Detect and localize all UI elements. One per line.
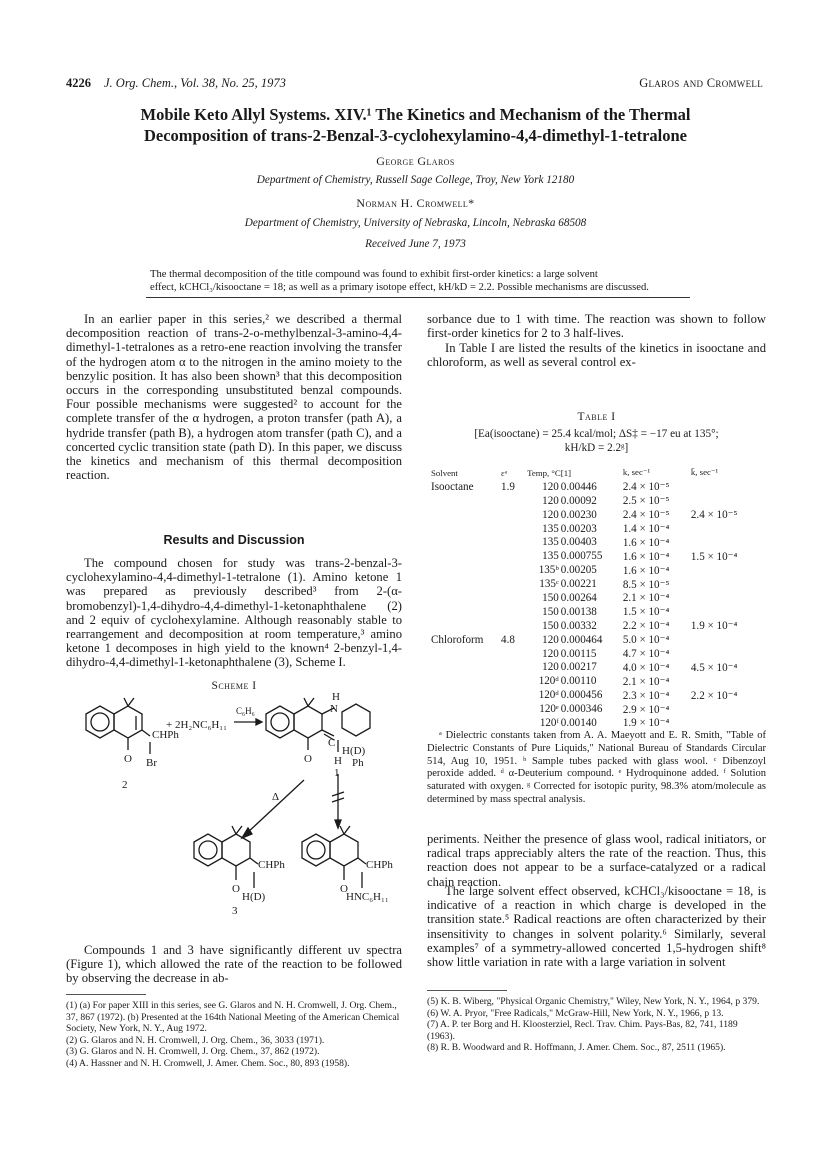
label-compound-3: 3 (232, 905, 238, 917)
cell-epsilon (501, 674, 527, 688)
cell-conc: 0.00115 (560, 647, 597, 660)
header-temp: Temp, °C (527, 467, 561, 478)
cell-temp: 135 (542, 550, 559, 563)
benzene-ring-3b (302, 834, 330, 866)
section-heading: Results and Discussion (163, 533, 305, 547)
cell-conc: 0.00203 (560, 522, 597, 535)
right-paragraph-3: periments. Neither the presence of glass wool, radical initiators, or radical traps appreciably alters the rate of the reaction. Thus, this reaction does not appear to be a surface-catalyzed or a radical chain reaction. (427, 832, 766, 889)
cell-k: 2.2 × 10⁻⁴ (622, 620, 670, 633)
benzene-ring-1 (266, 706, 294, 738)
cell-epsilon (501, 647, 527, 661)
table-row (431, 688, 771, 702)
cell-kavg (691, 494, 771, 508)
cell-temp: 120 (542, 494, 559, 507)
label-chph-3b: CHPh (366, 859, 393, 871)
methyl-8 (344, 826, 350, 834)
table-caption-2: kH/kD = 2.2ᵍ] (564, 442, 629, 454)
cell-conc: 0.00264 (560, 591, 597, 604)
cell-temp: 135ᵇ (538, 564, 559, 577)
cell-epsilon (501, 619, 527, 633)
cell-epsilon (501, 508, 527, 522)
cell-temp: 120 (542, 647, 559, 660)
label-br: Br (146, 757, 157, 769)
cell-solvent (431, 674, 501, 688)
cell-kavg (691, 716, 771, 730)
methyl-7 (340, 826, 344, 834)
cell-conc: 0.00092 (560, 494, 597, 507)
right-paragraph-4: The large solvent effect observed, kCHCl₃/kisooctane = 18, is indicative of a reaction in which charge is developed in the transition state.⁵ Radical reactions are often characterized by their insensitivity to changes in solvent polarity.⁶ Similarly, several examples⁷ of a symmetry-allowed concerted 1,5-hydrogen shift⁸ show little variation in rate with a large variation in solvent (427, 884, 766, 970)
reaction-scheme (66, 692, 402, 932)
table-row (431, 549, 771, 563)
cell-temp: 150 (542, 619, 559, 632)
label-hd-3a: H(D) (242, 891, 266, 903)
table-row (431, 619, 771, 633)
cell-temp: 135 (542, 536, 559, 549)
methyl-6 (236, 826, 242, 834)
cell-epsilon: 4.8 (501, 633, 515, 646)
footnote-1: (1) (a) For paper XIII in this series, see G. Glaros and N. H. Cromwell, J. Org. Chem., 37, 867 (1972). (b) Presented at the 164th National Meeting of the American Chemical Society, New York, N. Y., Aug 1972. (66, 1000, 400, 1035)
cell-solvent (431, 563, 501, 577)
author-2: Norman H. Cromwell* (356, 196, 475, 210)
cell-kavg (691, 647, 771, 661)
label-compound-1: 1 (334, 767, 340, 779)
cell-temp: 135ᶜ (539, 578, 559, 591)
table-row (431, 605, 771, 619)
table-title: Table I (577, 411, 616, 423)
ring-3a (222, 834, 250, 866)
footnote-rule-left (66, 994, 146, 995)
cell-epsilon (501, 577, 527, 591)
aromatic-circle-3b (307, 841, 325, 859)
footnotes-right (427, 996, 766, 1054)
label-delta: Δ (272, 791, 280, 803)
table-body (431, 480, 771, 730)
cell-temp: 150 (542, 591, 559, 604)
kinetics-table (431, 466, 771, 730)
label-nhc6h11: HNC₆H₁₁ (346, 891, 389, 903)
affiliation-2: Department of Chemistry, University of Nebraska, Lincoln, Nebraska 68508 (244, 217, 587, 229)
cell-epsilon (501, 702, 527, 716)
cell-solvent (431, 577, 501, 591)
cell-conc: 0.00110 (560, 675, 597, 688)
methyl-5 (232, 826, 236, 834)
cell-kavg: 4.5 × 10⁻⁴ (690, 661, 738, 674)
cell-solvent (431, 716, 501, 730)
abstract-line-1: The thermal decomposition of the title compound was found to exhibit first-order kinetics: a large solvent (150, 269, 598, 280)
cell-kavg (691, 633, 771, 647)
cell-k: 2.1 × 10⁻⁴ (622, 675, 670, 688)
cell-epsilon (501, 688, 527, 702)
cell-solvent (431, 702, 501, 716)
table-row (431, 647, 771, 661)
cell-solvent (431, 591, 501, 605)
label-hd-1: H(D) (342, 745, 366, 757)
cell-solvent (431, 688, 501, 702)
cell-temp: 135 (542, 522, 559, 535)
cell-k: 4.0 × 10⁻⁴ (622, 661, 670, 674)
arrow-delta (246, 780, 304, 834)
ring-1b (294, 706, 322, 738)
label-o-1: O (304, 753, 312, 765)
cell-solvent (431, 522, 501, 536)
table-row (431, 702, 771, 716)
intro-paragraph: In an earlier paper in this series,² we described a thermal decomposition reaction of trans-2-o-methylbenzal-3-amino-4,4-dimethyl-1-tetralones as a retro-ene reaction involving the transfer of the hydrogen atom α to the nitrogen in the amino moiety to the benzylic position. It has also been shown³ that this decomposition occurs in the corresponding unsubstituted benzal compounds. Four possible mechanisms were suggested² to account for the complete transfer of the α hydrogen, a proton transfer (path A), a hydride transfer (path B), a hydrogen atom transfer (path C), and a concerted cyclic transition state (path D). In this paper, we discuss the kinetics and mechanism of this thermal decomposition reaction. (66, 312, 402, 483)
cell-epsilon (501, 605, 527, 619)
cell-solvent: Chloroform (431, 633, 484, 646)
methyl-1 (124, 698, 128, 706)
cell-kavg: 2.2 × 10⁻⁴ (690, 689, 738, 702)
cell-solvent (431, 494, 501, 508)
cell-conc: 0.00230 (560, 508, 597, 521)
scheme-title: Scheme I (211, 680, 257, 692)
cell-k: 1.6 × 10⁻⁴ (622, 564, 670, 577)
cell-kavg (691, 591, 771, 605)
table-row (431, 660, 771, 674)
benzene-ring-3a (194, 834, 222, 866)
table-header-row (431, 466, 771, 480)
cell-conc: 0.00332 (560, 619, 597, 632)
cell-epsilon (501, 549, 527, 563)
table-row (431, 563, 771, 577)
cell-epsilon (501, 494, 527, 508)
table-row (431, 522, 771, 536)
aromatic-circle-3a (199, 841, 217, 859)
page-number: 4226 (66, 76, 91, 90)
running-header (66, 76, 763, 92)
table-row (431, 494, 771, 508)
cell-temp: 120 (542, 508, 559, 521)
cell-k: 2.4 × 10⁻⁵ (622, 509, 670, 522)
cell-solvent (431, 660, 501, 674)
cell-k: 2.5 × 10⁻⁵ (622, 495, 670, 508)
running-authors: Glaros and Cromwell (639, 76, 763, 90)
cell-kavg (691, 535, 771, 549)
benzyl-bond-3a (250, 858, 258, 864)
label-h-1: H (334, 755, 342, 767)
cell-kavg (691, 522, 771, 536)
cell-k: 8.5 × 10⁻⁵ (622, 578, 670, 591)
cell-temp: 120ᵈ (538, 675, 559, 688)
footnote-5: (5) K. B. Wiberg, "Physical Organic Chemistry," Wiley, New York, N. Y., 1964, p 379. (427, 996, 760, 1007)
cell-k: 2.4 × 10⁻⁵ (622, 481, 670, 494)
cell-temp: 120ᵈ (538, 689, 559, 702)
cell-conc: 0.00205 (560, 564, 597, 577)
benzyl-bond-2 (142, 730, 150, 736)
cell-solvent (431, 647, 501, 661)
ring-2b (114, 706, 142, 738)
uv-paragraph: Compounds 1 and 3 have significantly different uv spectra (Figure 1), which allowed the rate of the reaction to be followed by observing the decrease in ab- (66, 943, 402, 986)
abstract-line-2: effect, kCHCl₃/kisooctane = 18; as well as a primary isotope effect, kH/kD = 2.2. Possible mechanisms are discussed. (150, 282, 649, 293)
table-row (431, 591, 771, 605)
cell-conc: 0.00217 (560, 661, 597, 674)
results-paragraph: The compound chosen for study was trans-2-benzal-3-cyclohexylamino-4,4-dimethyl-1-tetralone (1). Amino ketone 1 was prepared as previously described³ from 2-(α-bromobenzyl)-1,4-dihydro-4,4-dimethyl-1-ketonaphthalene (2) and 2 equiv of cyclohexylamine. Although reasonably stable to rearrangement and decomposition at room temperature,³ amino ketone 1 decomposes in high yield to the known⁴ 2-benzyl-1,4-dihydro-4,4-dimethyl-1-ketonaphthalene (3), Scheme I. (66, 556, 402, 670)
table-row (431, 480, 771, 494)
methyl-3 (304, 698, 308, 706)
label-o-2: O (124, 753, 132, 765)
cell-k: 1.5 × 10⁻⁴ (622, 606, 670, 619)
header-epsilon: εᵃ (501, 467, 508, 478)
cell-solvent (431, 508, 501, 522)
cell-k: 4.7 × 10⁻⁴ (622, 648, 670, 661)
abstract-rule (146, 297, 690, 298)
footnote-8: (8) R. B. Woodward and R. Hoffmann, J. Amer. Chem. Soc., 87, 2511 (1965). (427, 1042, 726, 1054)
reagent-label: + 2H₂NC₆H₁₁ (166, 719, 227, 731)
cell-conc: 0.000464 (560, 633, 603, 646)
cell-kavg (691, 563, 771, 577)
cell-kavg: 2.4 × 10⁻⁵ (690, 509, 738, 522)
cell-conc: 0.000755 (560, 550, 603, 563)
cell-k: 2.9 × 10⁻⁴ (622, 703, 670, 716)
footnotes-left (66, 1000, 402, 1070)
ring-3b (330, 834, 358, 866)
footnote-3: (3) G. Glaros and N. H. Cromwell, J. Org. Chem., 37, 862 (1972). (66, 1046, 320, 1058)
header-conc: [1] (560, 467, 572, 478)
cell-temp: 120ᶠ (539, 716, 559, 729)
table-caption-1: [Ea(isooctane) = 25.4 kcal/mol; ΔS‡ = −17 eu at 135°; (474, 428, 719, 440)
cell-k: 1.6 × 10⁻⁴ (622, 536, 670, 549)
cell-temp: 120 (542, 480, 559, 493)
received-date: Received June 7, 1973 (365, 238, 466, 250)
label-o-3b: O (340, 883, 348, 895)
cell-kavg: 1.5 × 10⁻⁴ (690, 550, 738, 563)
cell-solvent: Isooctane (431, 480, 474, 493)
cell-solvent (431, 619, 501, 633)
cell-kavg (691, 702, 771, 716)
footnote-7: (7) A. P. ter Borg and H. Kloosterziel, Recl. Trav. Chim. Pays-Bas, 82, 741, 1189 (1963). (427, 1019, 738, 1042)
title-line-2: Decomposition of trans-2-Benzal-3-cyclohexylamino-4,4-dimethyl-1-tetralone (143, 126, 688, 145)
benzyl-bond-3b (358, 858, 366, 864)
title-line-1: Mobile Keto Allyl Systems. XIV.¹ The Kinetics and Mechanism of the Thermal (140, 105, 691, 124)
cell-kavg: 1.9 × 10⁻⁴ (690, 620, 738, 633)
label-h-top: H (332, 692, 340, 703)
cell-k: 5.0 × 10⁻⁴ (622, 634, 670, 647)
cell-solvent (431, 549, 501, 563)
cell-solvent (431, 605, 501, 619)
label-compound-2: 2 (122, 779, 128, 791)
footnote-4: (4) A. Hassner and N. H. Cromwell, J. Amer. Chem. Soc., 80, 893 (1958). (66, 1057, 350, 1069)
cell-temp: 120 (542, 661, 559, 674)
table-row (431, 535, 771, 549)
cell-epsilon: 1.9 (501, 480, 515, 493)
cell-kavg (691, 480, 771, 494)
cell-kavg (691, 605, 771, 619)
cell-conc: 0.000346 (560, 703, 603, 716)
cell-temp: 120ᵉ (539, 703, 559, 716)
label-chph-2: CHPh (152, 729, 179, 741)
label-n: N (330, 703, 338, 715)
table-row (431, 716, 771, 730)
cell-k: 1.9 × 10⁻⁴ (622, 717, 670, 730)
cell-conc: 0.00446 (560, 480, 597, 493)
author-1: George Glaros (376, 154, 455, 168)
right-paragraph-1: sorbance due to 1 with time. The reaction was shown to follow first-order kinetics for 2 to 3 half-lives. (427, 312, 766, 341)
label-ph: Ph (352, 757, 364, 769)
cell-k: 2.1 × 10⁻⁴ (622, 592, 670, 605)
table-row (431, 633, 771, 647)
methyl-2 (128, 698, 134, 706)
cell-k: 1.6 × 10⁻⁴ (622, 550, 670, 563)
table-row (431, 674, 771, 688)
aromatic-circle-2 (91, 713, 109, 731)
table-row (431, 577, 771, 591)
footnote-rule-right (427, 990, 507, 991)
label-c: C (328, 737, 336, 749)
cell-solvent (431, 535, 501, 549)
table-row (431, 508, 771, 522)
arrowhead-1 (256, 719, 262, 725)
cell-conc: 0.000456 (560, 689, 603, 702)
cell-epsilon (501, 591, 527, 605)
journal-citation: J. Org. Chem., Vol. 38, No. 25, 1973 (104, 76, 286, 90)
footnote-2: (2) G. Glaros and N. H. Cromwell, J. Org. Chem., 36, 3033 (1971). (66, 1034, 325, 1046)
cell-kavg (691, 577, 771, 591)
benzene-ring-2 (86, 706, 114, 738)
cell-conc: 0.00138 (560, 605, 597, 618)
cell-epsilon (501, 716, 527, 730)
header-solvent: Solvent (431, 467, 458, 478)
cell-conc: 0.00403 (560, 536, 597, 549)
cell-epsilon (501, 535, 527, 549)
exo-double-bond (322, 730, 334, 736)
cell-conc: 0.00140 (560, 716, 597, 729)
aromatic-circle-1 (271, 713, 289, 731)
table-footnotes: ᵃ Dielectric constants taken from A. A. Maeyott and E. R. Smith, "Table of Dielectric Constants of Pure Liquids," National Bureau of Standards Circular 514, Aug 10, 1951. ᵇ Sample tubes packed with glass wool. ᶜ Dibenzoyl peroxide added. ᵈ α-Deuterium compound. ᵉ Hydroquinone added. ᶠ Solution saturated with oxygen. ᵍ Corrected for isotopic purity, 98.3% atom/molecule as determined by mass spectral analysis. (427, 730, 766, 805)
header-k: k, sec⁻¹ (622, 467, 651, 478)
label-chph-3a: CHPh (258, 859, 285, 871)
footnote-6: (6) W. A. Pryor, "Free Radicals," McGraw-Hill, New York, N. Y., 1966, p 13. (427, 1007, 724, 1019)
cell-epsilon (501, 660, 527, 674)
cell-epsilon (501, 522, 527, 536)
article-title (70, 104, 761, 146)
cell-k: 2.3 × 10⁻⁴ (622, 689, 670, 702)
cell-temp: 150 (542, 605, 559, 618)
methyl-4 (308, 698, 314, 706)
cell-epsilon (501, 563, 527, 577)
affiliation-1: Department of Chemistry, Russell Sage College, Troy, New York 12180 (256, 174, 575, 186)
header-kavg: k̄, sec⁻¹ (690, 467, 719, 478)
abstract (150, 268, 690, 294)
cell-temp: 120 (542, 633, 559, 646)
cyclohexyl-ring (342, 704, 370, 736)
solvent-label: C₆H₆ (236, 706, 255, 716)
right-paragraph-2: In Table I are listed the results of the kinetics in isooctane and chloroform, as well as several control ex- (427, 341, 766, 370)
cell-kavg (691, 674, 771, 688)
cell-conc: 0.00221 (560, 578, 597, 591)
label-o-3a: O (232, 883, 240, 895)
cell-k: 1.4 × 10⁻⁴ (622, 523, 670, 535)
